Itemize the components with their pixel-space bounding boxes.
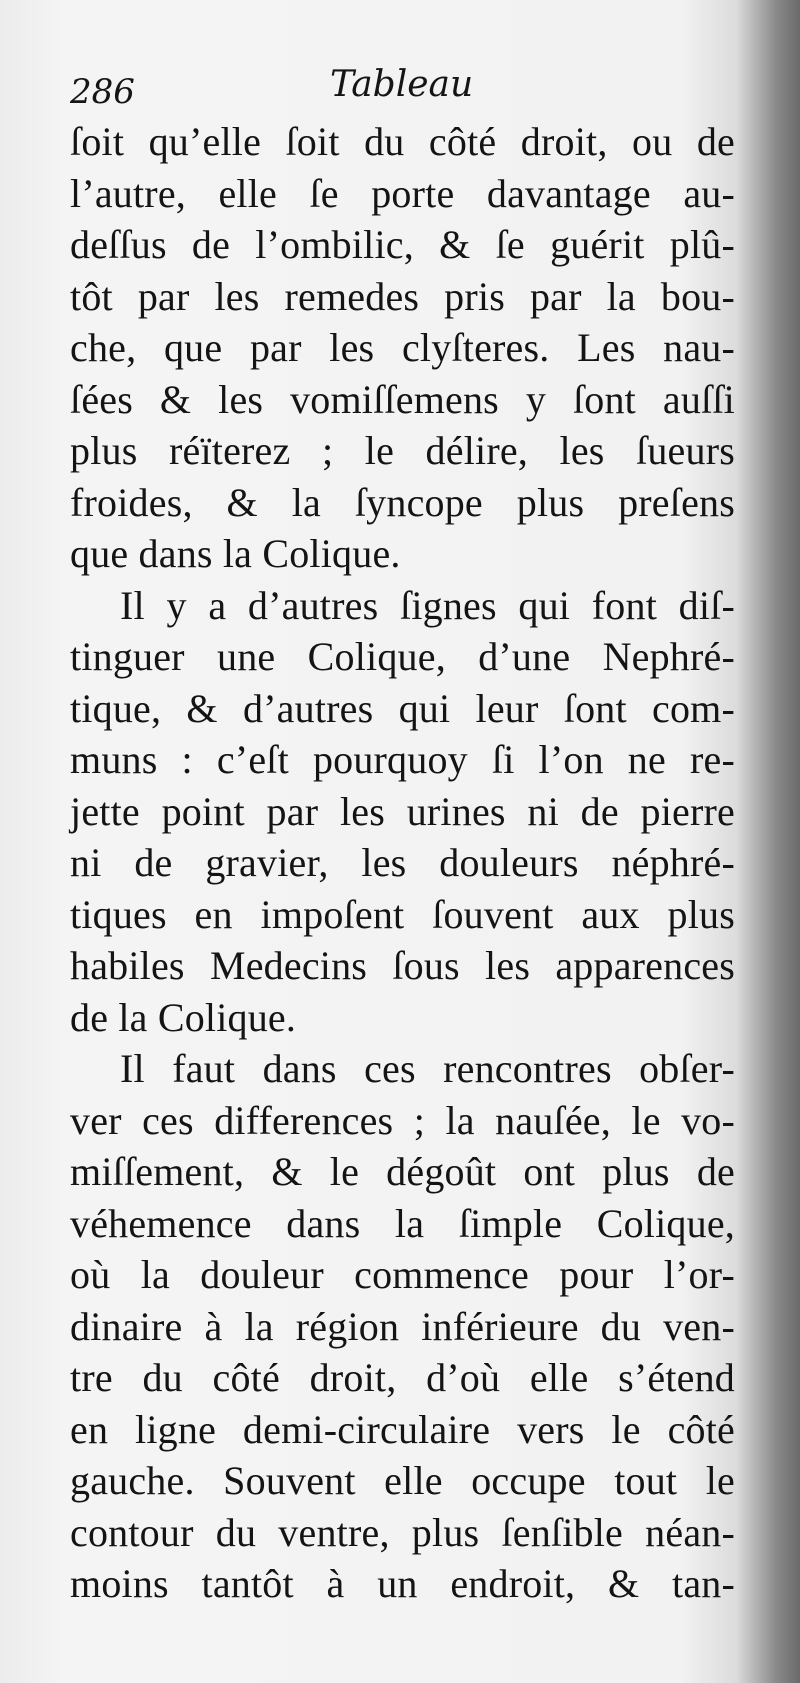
paragraph-3 (70, 1043, 735, 1610)
body-text (70, 116, 735, 1610)
text-line: ver ces differences ; la nauſée, le vo- (70, 1097, 735, 1143)
text-line: contour du ventre, plus ſenſible néan- (70, 1509, 735, 1555)
text-line: ſoit qu’elle ſoit du côté droit, ou de (70, 119, 735, 164)
text-line: l’autre, elle ſe porte davantage au- (70, 170, 735, 216)
text-line: que dans la Colique. (70, 531, 401, 576)
page-number: 286 (70, 72, 135, 112)
paragraph-2 (70, 580, 735, 1044)
text-line: miſſement, & le dégoût ont plus de (70, 1149, 735, 1194)
text-line: moins tantôt à un endroit, & tan- (70, 1561, 735, 1606)
text-line: deſſus de l’ombilic, & ſe guérit plû- (70, 222, 735, 267)
text-line: tôt par les remedes pris par la bou- (70, 273, 735, 319)
text-line: che, que par les clyſteres. Les nau- (70, 325, 735, 370)
text-line: où la douleur commence pour l’or- (70, 1252, 735, 1297)
text-line: jette point par les urines ni de pierre (70, 788, 735, 834)
running-title: Tableau (330, 64, 474, 105)
text-line: tre du côté droit, d’où elle s’étend (70, 1355, 735, 1400)
text-line: véhemence dans la ſimple Colique, (70, 1200, 735, 1246)
text-line: plus réïterez ; le délire, les ſueurs (70, 428, 735, 473)
text-line: dinaire à la région inférieure du ven- (70, 1303, 735, 1349)
paragraph-1 (70, 116, 735, 580)
text-line: ſées & les vomiſſemens y ſont auſſi (70, 376, 735, 422)
text-line: de la Colique. (70, 994, 297, 1040)
text-line: froides, & la ſyncope plus preſens (70, 479, 735, 525)
text-line: muns : c’eſt pourquoy ſi l’on ne re- (70, 737, 735, 782)
text-line: ni de gravier, les douleurs néphré- (70, 840, 735, 885)
text-line: habiles Medecins ſous les apparences (70, 943, 735, 988)
text-line: en ligne demi-circulaire vers le côté (70, 1406, 735, 1452)
text-line: tinguer une Colique, d’une Nephré- (70, 634, 735, 679)
text-line: Il y a d’autres ſignes qui font diſ- (120, 582, 735, 628)
text-line: tiques en impoſent ſouvent aux plus (70, 891, 735, 937)
page-header (70, 58, 730, 118)
text-line: tique, & d’autres qui leur ſont com- (70, 685, 735, 731)
text-line: Il faut dans ces rencontres obſer- (120, 1046, 735, 1091)
text-line: gauche. Souvent elle occupe tout le (70, 1458, 735, 1503)
